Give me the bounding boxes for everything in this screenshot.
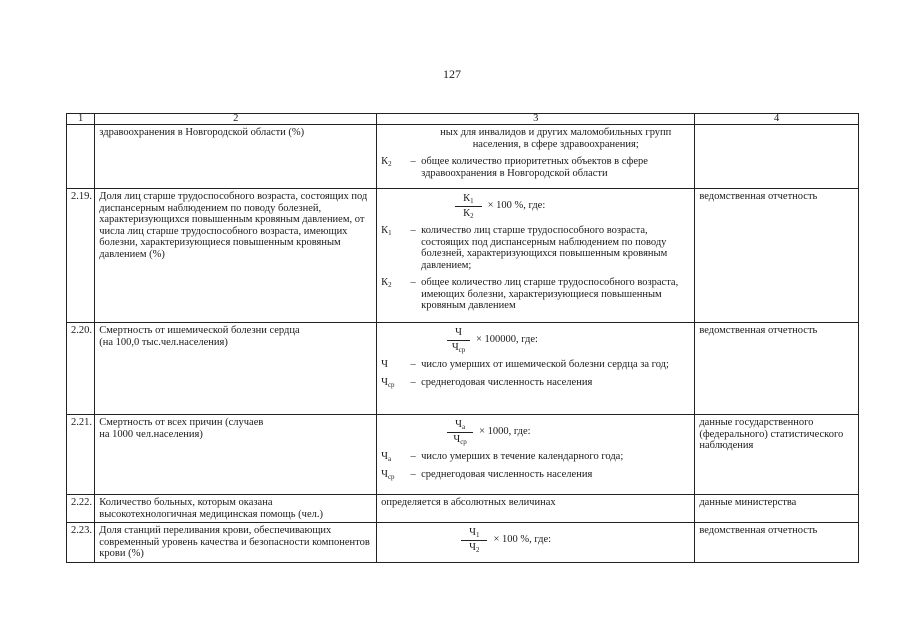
variable-description: число умерших в течение календарного года; <box>421 451 624 462</box>
formula <box>455 193 690 219</box>
formula-numerator: $Ч_1$ <box>461 527 487 541</box>
indicator-name: Доля станций переливания крови, обеспечивающих современный уровень качества и безопасности компонентов крови (%) <box>95 523 377 563</box>
variable-description: количество лиц старше трудоспособного возраста, состоящих под диспансерным наблюдением по поводу болезней, характеризующихся повышенным кровяным давлением; <box>421 225 668 271</box>
variable-description: общее количество лиц старше трудоспособного возраста, имеющих болезни, характеризующиеся повышенным кровяным давлением <box>421 277 679 311</box>
indicator-name: Смертность от всех причин (случаев на 1000 чел.населения) <box>95 415 377 495</box>
header-row <box>67 114 859 125</box>
table-row <box>67 523 859 563</box>
table-row <box>67 125 859 189</box>
formula-denominator: $К_2$ <box>463 207 474 220</box>
variable-description: среднегодовая численность населения <box>421 376 593 388</box>
formula-denominator: $Ч_{ср}$ <box>451 341 466 354</box>
formula-denominator: $Ч_2$ <box>469 541 480 554</box>
header-col-4: 4 <box>695 114 859 125</box>
indicator-name: здравоохранения в Новгородской области (%) <box>95 125 377 189</box>
data-source: ведомственная отчетность <box>695 189 859 323</box>
formula <box>461 527 690 553</box>
header-col-2: 2 <box>95 114 377 125</box>
formula-denominator: $Ч_{ср}$ <box>453 433 467 446</box>
dash: – <box>410 359 416 370</box>
variable-symbol: $Ч_{ср}$ <box>381 468 395 481</box>
formula-numerator: $К_1$ <box>455 193 482 207</box>
header-col-1: 1 <box>67 114 95 125</box>
dash: – <box>410 468 416 480</box>
table-row <box>67 323 859 415</box>
table-row <box>67 495 859 523</box>
dash: – <box>410 156 416 167</box>
page-number: 127 <box>443 67 461 81</box>
dash: – <box>410 451 416 462</box>
formula-multiplier: × 100 %, где: <box>487 200 546 212</box>
variable-symbol: $Ч_а$ <box>381 451 392 463</box>
data-source: данные государственного (федерального) статистического наблюдения <box>695 415 859 495</box>
row-number: 2.22. <box>67 495 95 523</box>
calc-method <box>377 323 695 415</box>
variable-symbol: $К_2$ <box>381 277 392 289</box>
formula-numerator: $Ч_а$ <box>447 419 473 433</box>
variable-symbol: $К_1$ <box>381 225 392 237</box>
row-number <box>67 125 95 189</box>
formula <box>447 327 690 353</box>
formula-multiplier: × 1000, где: <box>479 426 531 438</box>
variable-description: общее количество приоритетных объектов в сфере здравоохранения в Новгородской области <box>421 156 648 179</box>
formula <box>447 419 690 445</box>
calc-method: определяется в абсолютных величинах <box>377 495 695 523</box>
row-number: 2.20. <box>67 323 95 415</box>
formula-numerator: Ч <box>447 327 470 341</box>
dash: – <box>410 376 416 388</box>
indicator-name: Количество больных, которым оказана высокотехнологичная медицинская помощь (чел.) <box>95 495 377 523</box>
calc-method <box>377 523 695 563</box>
formula-multiplier: × 100 %, где: <box>493 534 552 546</box>
continuation-text: ных для инвалидов и других маломобильных групп населения, в сфере здравоохранения; <box>440 127 672 150</box>
variable-symbol: Ч <box>381 359 388 370</box>
calc-method <box>377 415 695 495</box>
variable-symbol: $К_2$ <box>381 156 392 168</box>
table-row <box>67 415 859 495</box>
table-row <box>67 189 859 323</box>
calc-method <box>377 189 695 323</box>
dash: – <box>410 277 416 288</box>
data-source: ведомственная отчетность <box>695 323 859 415</box>
row-number: 2.19. <box>67 189 95 323</box>
variable-description: среднегодовая численность населения <box>421 468 593 480</box>
indicators-table <box>66 113 859 563</box>
variable-description: число умерших от ишемической болезни сердца за год; <box>421 359 669 370</box>
data-source: ведомственная отчетность <box>695 523 859 563</box>
indicator-name: Смертность от ишемической болезни сердца (на 100,0 тыс.чел.населения) <box>95 323 377 415</box>
data-source <box>695 125 859 189</box>
indicator-name: Доля лиц старше трудоспособного возраста, состоящих под диспансерным наблюдением по поводу болезней, характеризующихся повышенным кровяным давлением, от числа лиц старше трудоспособного возраста, имеющих болезни, характеризующиеся повышенным кровяным давлением (%) <box>95 189 377 323</box>
row-number: 2.21. <box>67 415 95 495</box>
formula-multiplier: × 100000, где: <box>475 334 538 346</box>
dash: – <box>410 225 416 236</box>
header-col-3: 3 <box>377 114 695 125</box>
calc-method <box>377 125 695 189</box>
variable-symbol: $Ч_{ср}$ <box>381 376 395 389</box>
row-number: 2.23. <box>67 523 95 563</box>
data-source: данные министерства <box>695 495 859 523</box>
